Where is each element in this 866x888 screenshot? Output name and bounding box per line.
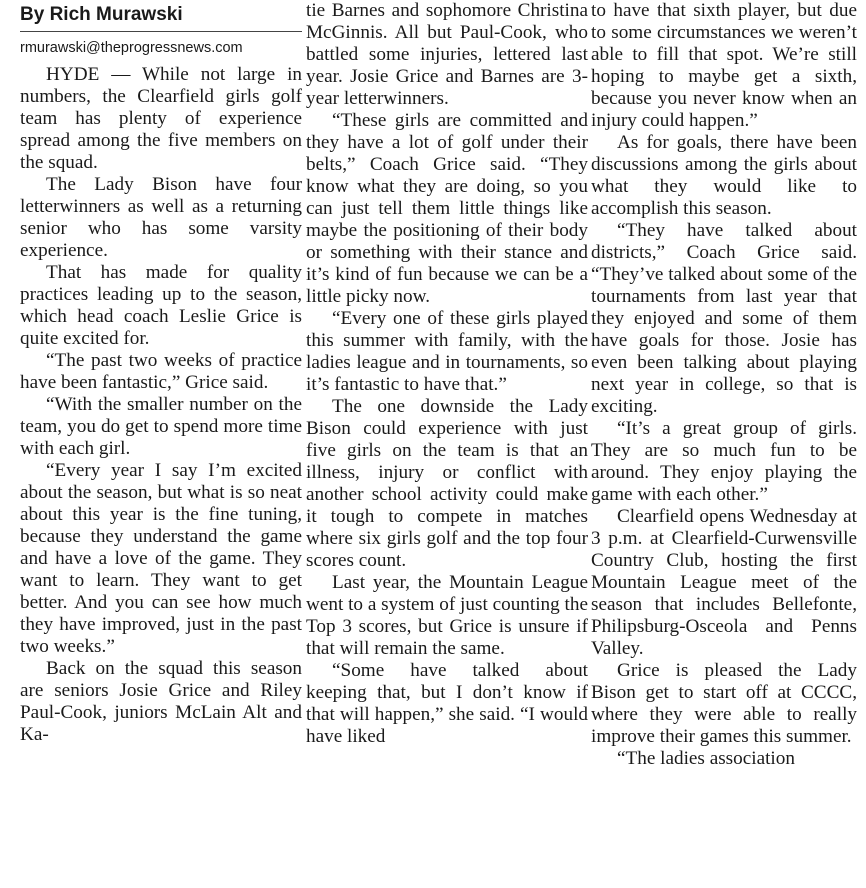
paragraph: “The ladies association xyxy=(617,748,795,769)
paragraph: That has made for quality practices leading up to the season, which head coach Leslie Grice is quite excited for. xyxy=(20,262,302,349)
article-column-3 xyxy=(591,0,857,888)
author-email: rmurawski@theprogressnews.com xyxy=(20,40,243,56)
paragraph: Clearfield opens Wednesday at 3 p.m. at Clearfield-Curwensville Country Club, hosting the first Mountain League meet of the season that includes Bellefonte, Philipsburg-Osceola and Penns Valley. xyxy=(591,506,857,659)
paragraph: HYDE — While not large in numbers, the Clearfield girls golf team has plenty of experience spread among the five members on the squad. xyxy=(20,64,302,173)
column-2-text xyxy=(306,0,588,748)
paragraph: “These girls are committed and they have a lot of golf under their belts,” Coach Grice said. “They know what they are doing, so you can just tell them little things like maybe the positioning of their body or something with their stance and it’s kind of fun because we can be a little picky now. xyxy=(306,110,588,307)
byline-rule xyxy=(20,31,302,32)
paragraph: Back on the squad this season are seniors Josie Grice and Riley Paul-Cook, juniors McLain Alt and Ka- xyxy=(20,658,302,745)
paragraph: “Every one of these girls played this summer with family, with the ladies league and in tournaments, so it’s fantastic to have that.” xyxy=(306,308,588,395)
paragraph: “They have talked about districts,” Coach Grice said. “They’ve talked about some of the tournaments from last year that they enjoyed and some of them have goals for those. Josie has even been talking about playing next year in college, so that is exciting. xyxy=(591,220,857,417)
article-column-1 xyxy=(20,0,302,888)
paragraph: The one downside the Lady Bison could experience with just five girls on the team is that an illness, injury or conflict with another school activity could make it tough to compete in matches where six girls golf and the top four scores count. xyxy=(306,396,588,571)
paragraph: “Every year I say I’m excited about the season, but what is so neat about this year is the fine tuning, because they understand the game and have a love of the game. They want to learn. They want to get better. And you can see how much they have improved, just in the past two weeks.” xyxy=(20,460,302,657)
paragraph: Grice is pleased the Lady Bison get to start off at CCCC, where they were able to really improve their games this summer. xyxy=(591,660,857,747)
paragraph-continued: to have that sixth player, but due to some circumstances we weren’t able to fill that spot. We’re still hoping to maybe get a sixth, because you never know when an injury could happen.” xyxy=(591,0,857,131)
byline: By Rich Murawski xyxy=(20,4,183,25)
paragraph: As for goals, there have been discussions among the girls about what they would like to accomplish this season. xyxy=(591,132,857,219)
paragraph: Last year, the Mountain League went to a system of just counting the Top 3 scores, but Grice is unsure if that will remain the same. xyxy=(306,572,588,659)
paragraph: “The past two weeks of practice have been fantastic,” Grice said. xyxy=(20,350,302,393)
column-1-text xyxy=(20,64,302,746)
paragraph: “With the smaller number on the team, you do get to spend more time with each girl. xyxy=(20,394,302,459)
paragraph-continued: tie Barnes and sophomore Christina McGinnis. All but Paul-Cook, who battled some injuries, lettered last year. Josie Grice and Barnes are 3-year letterwinners. xyxy=(306,0,588,109)
column-3-text xyxy=(591,0,857,770)
paragraph: “Some have talked about keeping that, but I don’t know if that will happen,” she said. “I would have liked xyxy=(306,660,588,747)
paragraph: The Lady Bison have four letterwinners as well as a returning senior who has some varsity experience. xyxy=(20,174,302,261)
article-column-2 xyxy=(306,0,588,888)
paragraph: “It’s a great group of girls. They are so much fun to be around. They enjoy playing the game with each other.” xyxy=(591,418,857,505)
